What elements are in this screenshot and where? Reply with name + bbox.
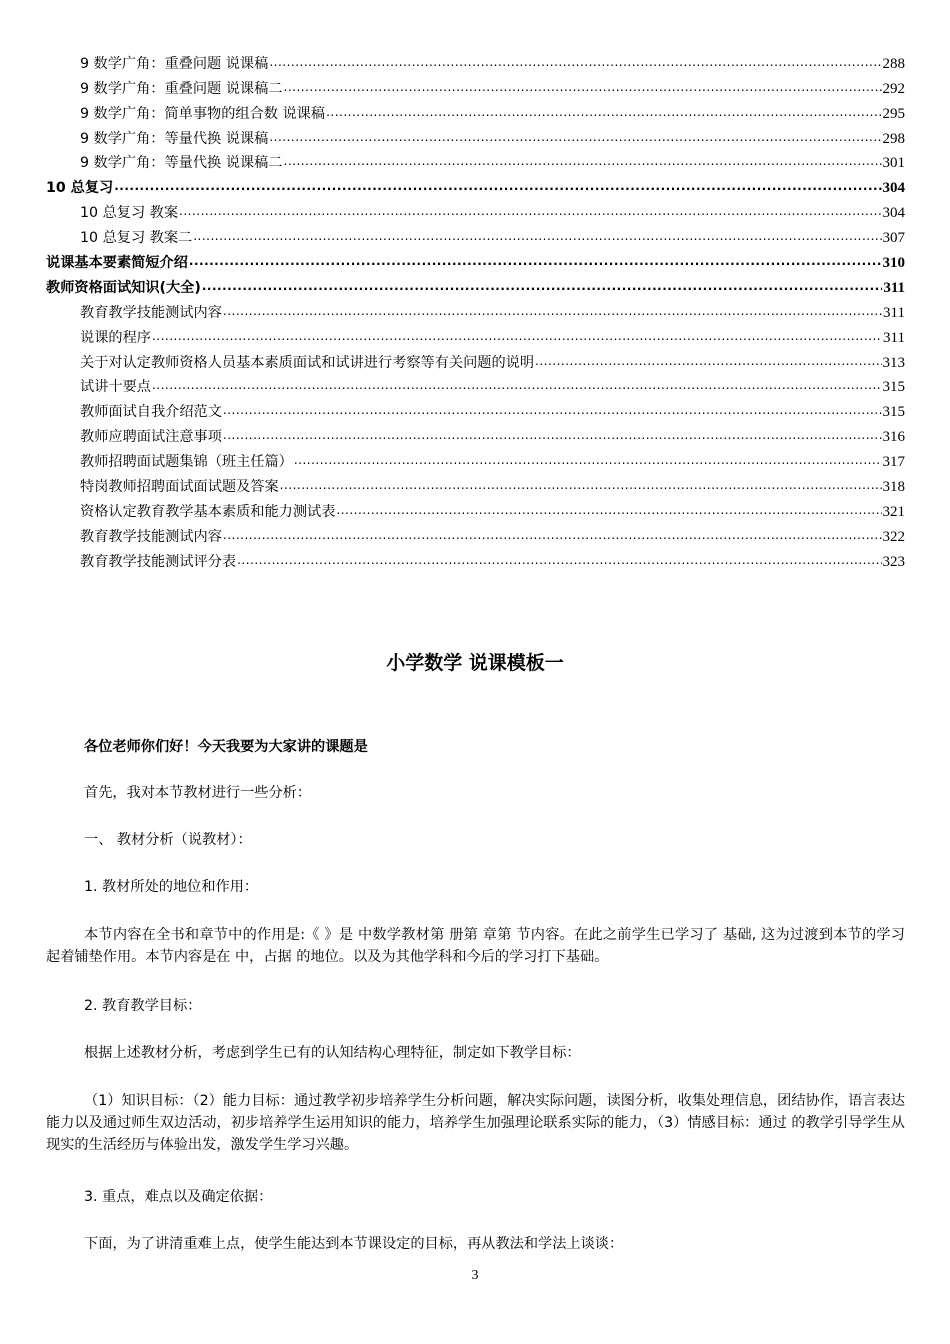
greeting-paragraph: 各位老师你们好！今天我要为大家讲的课题是	[84, 739, 368, 755]
toc-dot-leader	[223, 428, 882, 446]
item-one-paragraph: 本节内容在全书和章节中的作用是:《 》是 中数学教材第 册第 章第 节内容。在此之前学生已学习了 基础, 这为过渡到本节的学习起着铺垫作用。本节内容是在 中，占据 的地位。以及为其他学科和今后的学习打下基础。	[46, 927, 905, 965]
toc-entry-page: 315	[882, 379, 905, 396]
toc-entry-page: 301	[882, 155, 905, 172]
item-three-heading: 3. 重点，难点以及确定依据：	[84, 1189, 273, 1205]
toc-dot-leader	[336, 503, 881, 521]
toc-entry-page: 323	[882, 553, 905, 570]
toc-entry-page: 304	[882, 180, 905, 197]
toc-dot-leader	[294, 453, 882, 471]
toc-dot-leader	[189, 254, 882, 272]
toc-entry[interactable]	[46, 148, 905, 173]
toc-entry[interactable]	[46, 172, 905, 197]
toc-entry-page: 304	[882, 205, 905, 222]
toc-dot-leader	[152, 378, 882, 396]
item-two-heading: 2. 教育教学目标：	[84, 998, 202, 1014]
toc-entry[interactable]	[46, 297, 905, 322]
toc-dot-leader	[269, 130, 881, 148]
toc-dot-leader	[179, 204, 881, 222]
toc-entry-page: 298	[882, 130, 905, 147]
toc-entry-page: 322	[882, 528, 905, 545]
toc-entry-title: 9 数学广角：等量代换 说课稿	[80, 130, 269, 147]
toc-entry[interactable]	[46, 222, 905, 247]
toc-entry[interactable]	[46, 322, 905, 347]
toc-entry-title: 特岗教师招聘面试面试题及答案	[80, 479, 279, 496]
intro-paragraph: 首先，我对本节教材进行一些分析：	[84, 785, 312, 801]
toc-dot-leader	[223, 528, 882, 546]
section-heading: 小学数学 说课模板一	[386, 652, 564, 674]
toc-entry-title: 教育教学技能测试内容	[80, 304, 222, 321]
toc-entry-title: 9 数学广角：简单事物的组合数 说课稿	[80, 105, 326, 122]
toc-entry-page: 316	[882, 429, 905, 446]
toc-dot-leader	[223, 304, 882, 322]
toc-dot-leader	[280, 478, 882, 496]
toc-entry-page: 311	[883, 279, 905, 296]
table-of-contents	[46, 48, 905, 571]
toc-entry[interactable]	[46, 123, 905, 148]
toc-entry[interactable]	[46, 272, 905, 297]
toc-entry-title: 教师招聘面试题集锦（班主任篇）	[80, 454, 293, 471]
toc-entry-title: 10 总复习	[46, 180, 114, 197]
toc-entry[interactable]	[46, 546, 905, 571]
toc-entry-title: 10 总复习 教案	[80, 205, 179, 222]
toc-entry-page: 307	[882, 230, 905, 247]
toc-entry-title: 试讲十要点	[80, 379, 151, 396]
toc-entry-title: 10 总复习 教案二	[80, 230, 193, 247]
part-one-heading: 一、 教材分析（说教材）：	[84, 832, 252, 848]
toc-entry-title: 教师应聘面试注意事项	[80, 429, 222, 446]
page-number: 3	[471, 1268, 479, 1283]
toc-entry-title: 说课的程序	[80, 329, 151, 346]
toc-entry-page: 321	[882, 503, 905, 520]
toc-entry-page: 295	[882, 105, 905, 122]
toc-entry-title: 教育教学技能测试内容	[80, 528, 222, 545]
toc-dot-leader	[237, 553, 881, 571]
toc-entry[interactable]	[46, 98, 905, 123]
toc-entry-page: 313	[882, 354, 905, 371]
toc-entry-page: 292	[882, 80, 905, 97]
toc-entry[interactable]	[46, 396, 905, 421]
toc-entry-title: 9 数学广角：等量代换 说课稿二	[80, 155, 283, 172]
toc-entry-page: 310	[882, 255, 905, 272]
toc-dot-leader	[535, 354, 881, 372]
toc-entry-page: 311	[883, 329, 905, 346]
toc-entry[interactable]	[46, 421, 905, 446]
toc-dot-leader	[193, 229, 881, 247]
toc-entry-title: 教师面试自我介绍范文	[80, 404, 222, 421]
toc-entry-title: 说课基本要素简短介绍	[46, 255, 188, 272]
toc-dot-leader	[152, 329, 882, 347]
toc-dot-leader	[326, 105, 881, 123]
toc-entry[interactable]	[46, 197, 905, 222]
item-one-heading: 1. 教材所处的地位和作用：	[84, 879, 259, 895]
toc-entry[interactable]	[46, 73, 905, 98]
toc-entry-page: 288	[882, 55, 905, 72]
toc-dot-leader	[114, 179, 881, 197]
item-two-goals-paragraph: （1）知识目标：（2）能力目标：通过教学初步培养学生分析问题，解决实际问题，读图分析，收集处理信息，团结协作，语言表达能力以及通过师生双边活动，初步培养学生运用知识的能力，培养学生加强理论联系实际的能力，（3）情感目标：通过 的教学引导学生从现实的生活经历与体验出发，激发学生学习兴趣。	[46, 1093, 905, 1153]
toc-dot-leader	[269, 55, 881, 73]
toc-entry-title: 教育教学技能测试评分表	[80, 553, 237, 570]
toc-entry-title: 关于对认定教师资格人员基本素质面试和试讲进行考察等有关问题的说明	[80, 354, 535, 371]
toc-dot-leader	[223, 403, 882, 421]
toc-entry-title: 9 数学广角：重叠问题 说课稿	[80, 55, 269, 72]
toc-dot-leader	[284, 80, 882, 98]
toc-entry[interactable]	[46, 247, 905, 272]
toc-entry-title: 资格认定教育教学基本素质和能力测试表	[80, 503, 336, 520]
toc-entry-title: 教师资格面试知识(大全)	[46, 279, 201, 296]
toc-entry-page: 317	[882, 454, 905, 471]
toc-entry[interactable]	[46, 496, 905, 521]
toc-entry-page: 318	[882, 479, 905, 496]
toc-entry-title: 9 数学广角：重叠问题 说课稿二	[80, 80, 283, 97]
toc-entry-page: 311	[883, 304, 905, 321]
toc-dot-leader	[284, 154, 882, 172]
toc-entry[interactable]	[46, 372, 905, 397]
toc-entry[interactable]	[46, 347, 905, 372]
item-two-paragraph: 根据上述教材分析，考虑到学生已有的认知结构心理特征，制定如下教学目标：	[84, 1045, 581, 1061]
toc-entry-page: 315	[882, 404, 905, 421]
toc-entry[interactable]	[46, 48, 905, 73]
toc-entry[interactable]	[46, 471, 905, 496]
toc-dot-leader	[202, 279, 882, 297]
item-three-paragraph: 下面，为了讲清重难上点，使学生能达到本节课设定的目标，再从教法和学法上谈谈：	[84, 1236, 624, 1252]
toc-entry[interactable]	[46, 446, 905, 471]
toc-entry[interactable]	[46, 521, 905, 546]
